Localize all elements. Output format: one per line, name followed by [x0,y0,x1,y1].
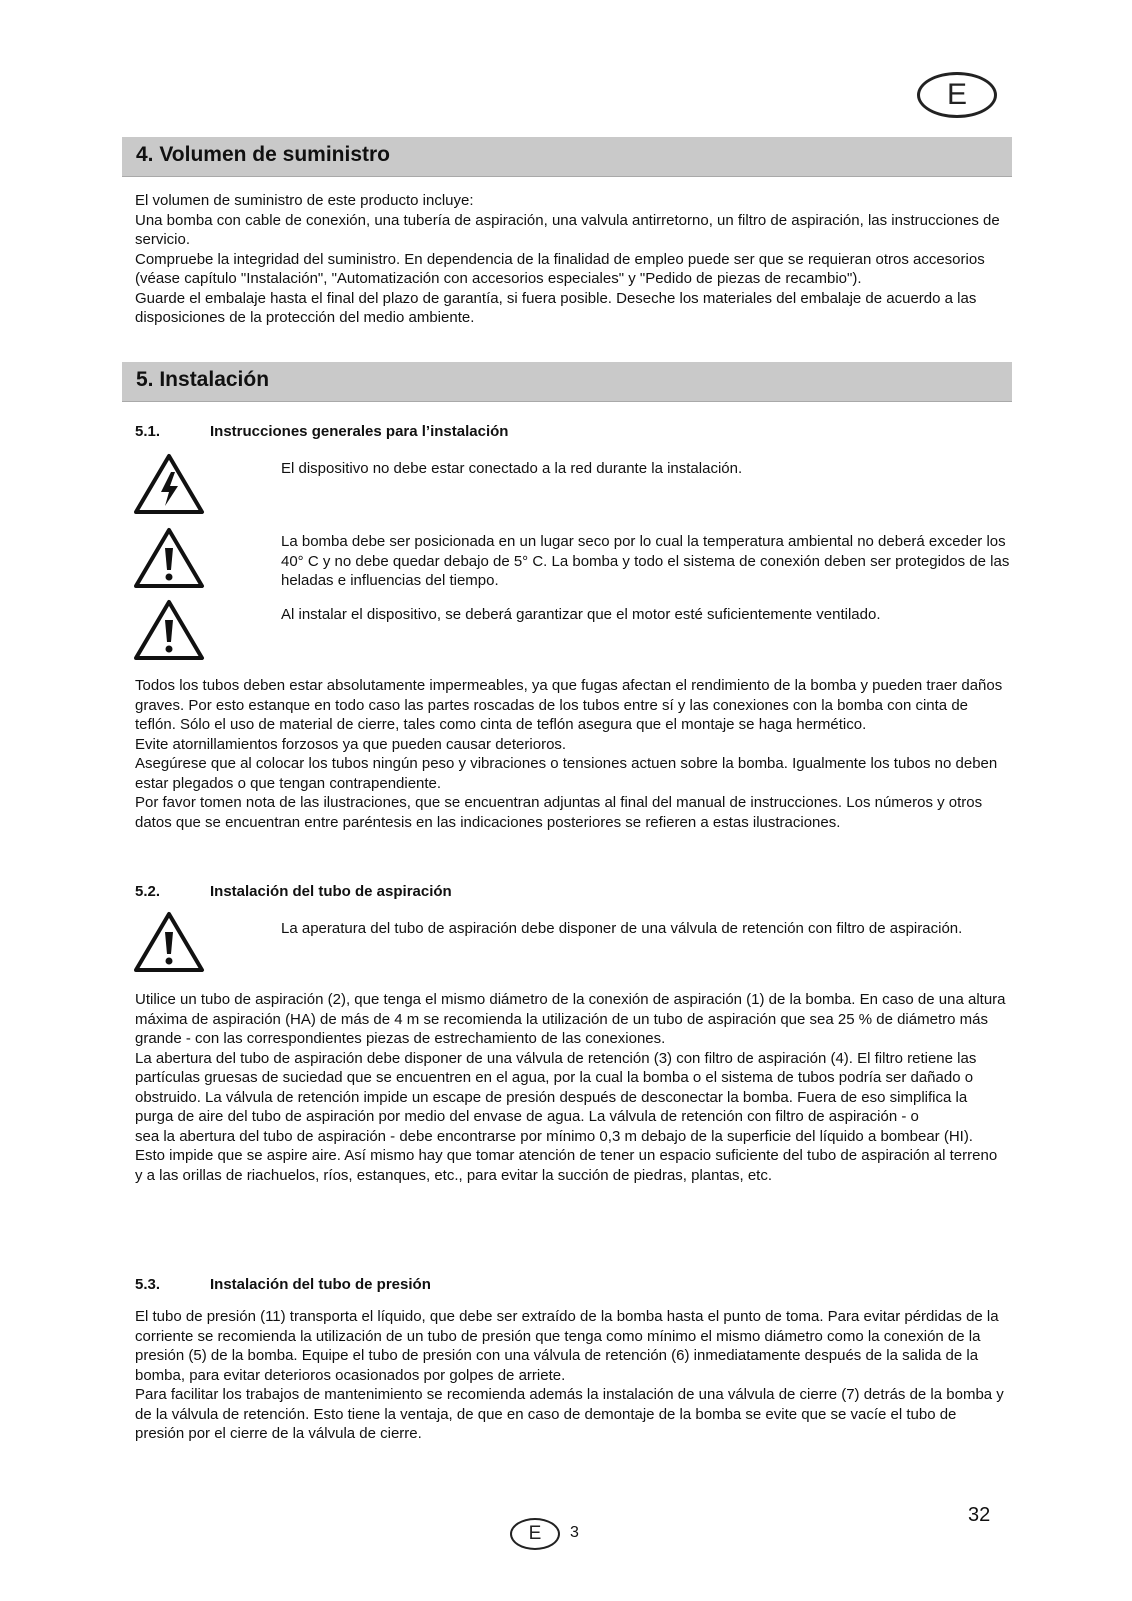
section-header-supply [122,137,1012,177]
subsection-number: 5.3. [135,1276,161,1293]
section-title: 5. Instalación [136,368,270,391]
subsection-title: Instrucciones generales para l’instalación [210,423,509,440]
subsection-title: Instalación del tubo de presión [210,1276,431,1293]
warning-text: El dispositivo no debe estar conectado a la red durante la instalación. [281,460,743,477]
footer-language-badge: E [510,1518,560,1550]
subsection-number: 5.1. [135,423,161,440]
section-title: 4. Volumen de suministro [136,143,390,166]
warning-text: La aperatura del tubo de aspiración debe disponer de una válvula de retención con filtro de aspiración. [281,920,963,937]
paragraph: Esto impide que se aspire aire. Así mismo hay que tomar atención de tener un espacio suficiente del tubo de aspiración al terreno y a las orillas de riachuelos, ríos, estanques, etc., para evitar la succión de piedras, plantas, etc. [135,1147,998,1184]
paragraph: La abertura del tubo de aspiración debe disponer de una válvula de retención (3) con filtro de aspiración (4). El filtro retiene las partículas gruesas de suciedad que se encuentren en el agua, por la cual la bomba o el sistema de tubos podría ser dañado o obstruido. La válvula de retención impide un escape de presión después de desconectar la bomba. Fuera de eso simplifica la purga de aire del tubo de aspiración por medio del envase de agua. La válvula de retención con filtro de aspiración - o [135,1049,977,1125]
warning-icon [133,910,205,974]
section-header-installation [122,362,1012,402]
subsection-number: 5.2. [135,883,161,900]
paragraph: El volumen de suministro de este producto incluye: [135,192,474,209]
pressure-pipe-body [135,1307,1007,1444]
paragraph: Todos los tubos deben estar absolutamente impermeables, ya que fugas afectan el rendimiento de la bomba y pueden traer daños graves. Por esto estanque en todo caso las partes roscadas de los tubos entre sí y las conexiones con la bomba con cinta de teflón. Sólo el uso de material de cierre, tales como cinta de teflón asegura que el montaje se haga hermético. [135,677,1003,733]
warning-icon [133,598,205,662]
paragraph: Guarde el embalaje hasta el final del plazo de garantía, si fuera posible. Deseche los materiales del embalaje de acuerdo a las disposiciones de la protección del medio ambiente. [135,289,977,326]
paragraph: Por favor tomen nota de las ilustraciones, que se encuentran adjuntas al final del manual de instrucciones. Los números y otros datos que se encuentran entre paréntesis en las indicaciones posteriores se refieren a estas ilustraciones. [135,794,983,831]
section-supply-body [135,191,1007,328]
warning-text: Al instalar el dispositivo, se deberá garantizar que el motor esté suficientemente ventilado. [281,606,881,623]
subsection-title: Instalación del tubo de aspiración [210,883,452,900]
paragraph: Asegúrese que al colocar los tubos ningún peso y vibraciones o tensiones actuen sobre la bomba. Igualmente los tubos no deben estar plegados o que tengan contrapendiente. [135,755,998,792]
warning-text: La bomba debe ser posicionada en un lugar seco por lo cual la temperatura ambiental no deberá exceder los 40° C y no debe quedar debajo de 5° C. La bomba y todo el sistema de conexión deben ser protegidos de las heladas e influencias del tiempo. [281,533,1010,589]
page-number: 32 [968,1504,991,1526]
paragraph: El tubo de presión (11) transporta el líquido, que debe ser extraído de la bomba hasta el punto de toma. Para evitar pérdidas de la corriente se recomienda la utilización de un tubo de presión que tenga como mínimo el mismo diámetro como la conexión de la presión (5) de la bomba. Equipe el tubo de presión con una válvula de retención (6) inmediatamente después de la salida de la bomba, para evitar deterioros ocasionados por golpes de arriete. [135,1308,999,1384]
paragraph: Una bomba con cable de conexión, una tubería de aspiración, una valvula antirretorno, un filtro de aspiración, las instrucciones de servicio. [135,211,1000,248]
paragraph: Compruebe la integridad del suministro. En dependencia de la finalidad de empleo puede ser que se requieran otros accesorios (véase capítulo "Instalación", "Automatización con accesorios especiales" y "Pedido de piezas de recambio"). [135,250,985,287]
footer-local-page: 3 [570,1524,579,1541]
paragraph: Utilice un tubo de aspiración (2), que tenga el mismo diámetro de la conexión de aspiración (1) de la bomba. En caso de una altura máxima de aspiración (HA) de más de 4 m se recomienda la utilización de un tubo de aspiración que sea 25 % de diámetro más grande - con las correspondientes piezas de estrechamiento de las conexiones. [135,991,1006,1047]
warning-icon [133,526,205,590]
paragraph: Para facilitar los trabajos de mantenimiento se recomienda además la instalación de una válvula de cierre (7) detrás de la bomba y de la válvula de retención. Esto tiene la ventaja, de que en caso de demontaje de la bomba se evite que se vacíe el tubo de presión por el cierre de la válvula de cierre. [135,1386,1004,1442]
paragraph: sea la abertura del tubo de aspiración - debe encontrarse por mínimo 0,3 m debajo de la superficie del líquido a bombear (HI). [135,1127,973,1145]
installation-general-body [135,676,1007,832]
language-badge: E [917,72,997,118]
paragraph: Evite atornillamientos forzosos ya que pueden causar deterioros. [135,735,567,753]
suction-pipe-body [135,990,1007,1185]
electric-hazard-icon [133,452,205,516]
